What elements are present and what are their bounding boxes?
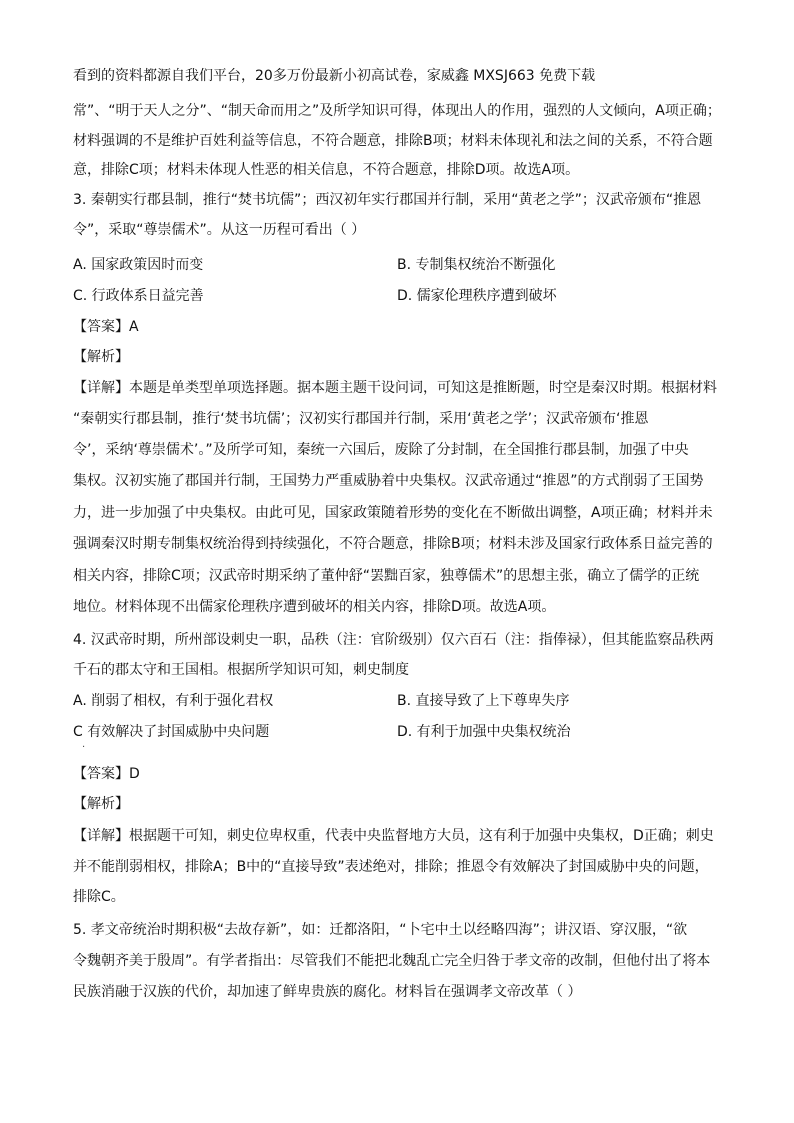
q3-detail-line-4: 集权。汉初实施了郡国并行制，王国势力严重威胁着中央集权。汉武帝通过“推恩”的方式削弱了王国势 [73, 473, 704, 489]
q4-stem-line-2: 千石的郡太守和王国相。根据所学知识可知，刺史制度 [73, 662, 409, 678]
q3-detail-line-1: 【详解】本题是单类型单项选择题。据本题主题干设问词，可知这是推断题，时空是秦汉时期。根据材料 [73, 380, 717, 396]
q3-stem-line-1: 3. 秦朝实行郡县制，推行“焚书坑儒”；西汉初年实行郡国并行制，采用“黄老之学”；汉武帝颁布“推恩 [73, 192, 702, 208]
q2-analysis-line-2: 材料强调的不是维护百姓利益等信息，不符合题意，排除B项；材料未体现礼和法之间的关系，不符合题 [73, 133, 713, 149]
q5-stem-line-3: 民族消融于汉族的代价，却加速了鲜卑贵族的腐化。材料旨在强调孝文帝改革（ ） [73, 984, 582, 1000]
q4-answer: 【答案】D [73, 766, 140, 782]
q4-stem-line-1: 4. 汉武帝时期，所州部设刺史一职，品秩（注：官阶级别）仅六百石（注：指俸禄），但其能监察品秩两 [73, 632, 714, 648]
q3-option-a: A. 国家政策因时而变 [73, 257, 204, 273]
q3-stem-line-2: 令”，采取“尊崇儒术”。从这一历程可看出（ ） [73, 222, 366, 238]
q3-detail-line-3: 令’，采纳‘尊崇儒术’。”及所学可知，秦统一六国后，废除了分封制，在全国推行郡县制，加强了中央 [73, 442, 689, 458]
stray-mark: · [82, 742, 86, 753]
page-header: 看到的资料都源自我们平台，20多万份最新小初高试卷，家威鑫 MXSJ663 免费下载 [73, 68, 596, 84]
q4-option-b: B. 直接导致了上下尊卑失序 [397, 693, 570, 709]
q5-stem-line-2: 令魏朝齐美于殷周”。有学者指出：尽管我们不能把北魏乱亡完全归咎于孝文帝的改制，但他付出了将本 [73, 953, 711, 969]
q3-option-b: B. 专制集权统治不断强化 [397, 257, 556, 273]
q2-analysis-line-1: 常”、“明于天人之分”、“制天命而用之”及所学知识可得，体现出人的作用，强烈的人文倾向，A项正确； [73, 103, 721, 119]
q3-option-d: D. 儒家伦理秩序遭到破坏 [397, 288, 557, 304]
q3-analysis-heading: 【解析】 [73, 349, 129, 365]
q3-detail-line-2: “秦朝实行郡县制，推行‘焚书坑儒’；汉初实行郡国并行制，采用‘黄老之学’；汉武帝颁布‘推恩 [73, 411, 649, 427]
q3-option-c: C. 行政体系日益完善 [73, 288, 204, 304]
q3-detail-line-7: 相关内容，排除C项；汉武帝时期采纳了董仲舒“罢黜百家，独尊儒术”的思想主张，确立了儒学的正统 [73, 568, 700, 584]
q4-detail-line-1: 【详解】根据题干可知，刺史位卑权重，代表中央监督地方大员，这有利于加强中央集权，D正确；刺史 [73, 828, 714, 844]
q3-detail-line-6: 强调秦汉时期专制集权统治得到持续强化，不符合题意，排除B项；材料未涉及国家行政体系日益完善的 [73, 536, 713, 552]
q4-detail-line-2: 并不能削弱相权，排除A；B中的“直接导致”表述绝对，排除；推恩令有效解决了封国威胁中央的问题， [73, 859, 709, 875]
q4-detail-line-3: 排除C。 [73, 889, 125, 905]
q3-detail-line-8: 地位。材料体现不出儒家伦理秩序遭到破坏的相关内容，排除D项。故选A项。 [73, 599, 556, 615]
q4-analysis-heading: 【解析】 [73, 796, 129, 812]
q4-option-c: C 有效解决了封国威胁中央问题 [73, 724, 270, 740]
q3-detail-line-5: 力，进一步加强了中央集权。由此可见，国家政策随着形势的变化在不断做出调整，A项正确；材料并未 [73, 505, 713, 521]
q4-option-d: D. 有利于加强中央集权统治 [397, 724, 571, 740]
q2-analysis-line-3: 意，排除C项；材料未体现人性恶的相关信息，不符合题意，排除D项。故选A项。 [73, 162, 580, 178]
q5-stem-line-1: 5. 孝文帝统治时期积极“去故存新”，如：迁都洛阳，“卜宅中土以经略四海”；讲汉语、穿汉服，“欲 [73, 922, 688, 938]
q4-option-a: A. 削弱了相权，有利于强化君权 [73, 693, 274, 709]
q3-answer: 【答案】A [73, 319, 139, 335]
